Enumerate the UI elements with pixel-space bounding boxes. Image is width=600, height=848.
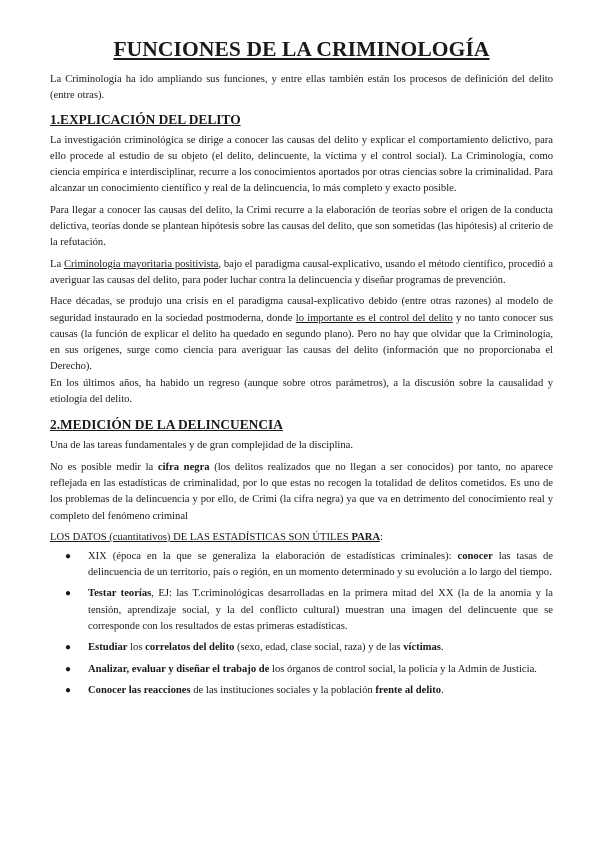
list-item [65,586,553,635]
bold-phrase: Analizar, evaluar y diseñar el trabajo de [88,663,270,675]
bold-phrase: Testar teorías [88,588,152,600]
text-run: : [380,531,384,543]
bullet-icon: ● [65,550,72,562]
text-run: (sexo, edad, clase social, raza) y de las [234,642,404,654]
list-item [65,683,553,699]
section-heading-explicacion: 1.EXPLICACIÓN DEL DELITO [50,111,241,127]
uses-list [50,549,553,699]
intro-paragraph: La Criminología ha ido ampliando sus funciones, y entre ellas también están los procesos de definición del delito (entre otras). [50,74,553,102]
section1-paragraph-1: La investigación criminológica se dirige a conocer las causas del delito y explicar el comportamiento delictivo, para ello procede al estudio de su objeto (el delito, delincuente, la víctima y el control social). La Criminología, como ciencia empírica e interdisciplinar, recurre a los conocimientos aportados por otras ciencias sobre la criminalidad. Para alcanzar un conocimiento científico y real de la delincuencia, lo más completo y exacto posible. [50,134,553,195]
text-run: los [127,642,146,654]
bold-phrase: víctimas [403,642,441,654]
bold-phrase: frente al delito [375,684,442,696]
text-run: los órganos de control social, la policía y la Admin de Justicia. [269,663,537,675]
section1-paragraph-4 [50,294,553,375]
section1-paragraph-2: Para llegar a conocer las causas del delito, la Crimi recurre a la elaboración de teorías sobre el origen de la conducta delictiva, teorías donde se plantean hipótesis sobre las causas del delito, que son sometidas (las hipótesis) al criterio de la refutación. [50,204,553,249]
bold-phrase: Conocer las reacciones [88,684,191,696]
text-run: Hace décadas, se produjo una crisis en el paradigma causal-explicativo debido (entre otras razones) al modelo de seguridad instaurado en la sociedad postmoderna, donde [50,296,553,324]
section1-paragraph-5: En los últimos años, ha habido un regreso (aunque sobre otros parámetros), a la discusión sobre la causalidad y etiología del delito. [50,377,553,406]
section2-paragraph-2 [50,460,553,525]
bold-phrase-cifra-negra: cifra negra [157,461,210,473]
text-run: La [50,258,64,270]
underlined-datos: LOS DATOS (cuantitativos) DE LAS ESTADÍSTICAS SON ÚTILES [50,531,352,543]
section2-paragraph-1: Una de las tareas fundamentales y de gran complejidad de la disciplina. [50,440,353,452]
section1-paragraph-3 [50,257,553,290]
list-item [65,640,553,656]
bold-phrase: correlatos del delito [145,642,235,654]
list-item [65,662,553,678]
text-run: No es posible medir la [50,461,158,473]
page-title: FUNCIONES DE LA CRIMINOLOGÍA [113,37,490,61]
text-run: , EJ: las T.criminológicas desarrolladas en la primera mitad del XX (la de la anomia y la tensión, aprendizaje social, y la del conflicto cultural) muestran una imagen del delincuente que se corresponde con los resultados de estas primeras estadísticas. [88,588,553,633]
bullet-icon: ● [65,642,72,654]
bold-phrase: conocer [457,550,493,562]
section-heading-medicion: 2.MEDICIÓN DE LA DELINCUENCIA [50,417,283,433]
text-run: XIX (época en la que se generaliza la elaboración de estadísticas criminales): [88,550,458,562]
underlined-phrase-control: lo importante es el control del delito [295,312,453,324]
text-run: de las instituciones sociales y la población [190,684,376,696]
bold-para: PARA [351,531,381,543]
text-run: . [441,684,444,696]
text-run: . [440,642,444,654]
list-item [65,549,553,582]
bullet-icon: ● [65,663,72,675]
text-run: (los delitos realizados que no llegan a ser conocidos) por tanto, no aparece reflejada en las estadísticas de criminalidad, por lo que estas no recogen la totalidad de delitos cometidos. Es uno de los problemas de la delincuencia y por ello, de Crimi (la cifra negra) ya que va en detrimento del conocimiento real y completo del fenómeno criminal [50,461,553,522]
text-run: y no tanto conocer sus causas (la función de explicar el delito ha quedado en segundo plano). Pero no hay que olvidar que la Criminología, en sus orígenes, surge como ciencia para averiguar las causas del delito (información que no proporcionaba el Derecho). [50,312,553,373]
bullet-icon: ● [65,588,72,600]
datos-heading [50,530,553,546]
text-run: las tasas de delincuencia de un territorio, país o región, en un momento determinado y su evolución a lo largo del tiempo. [88,550,553,579]
bullet-icon: ● [65,684,72,696]
text-run: , bajo el paradigma causal-explicativo, usando el método científico, procedió a averiguar las causas del delito, para poder luchar contra la delincuencia y diseñar programas de prevención. [50,258,553,286]
underlined-phrase-positivista: Criminología mayoritaria positivista [63,258,219,270]
bold-phrase: Estudiar [88,642,128,654]
